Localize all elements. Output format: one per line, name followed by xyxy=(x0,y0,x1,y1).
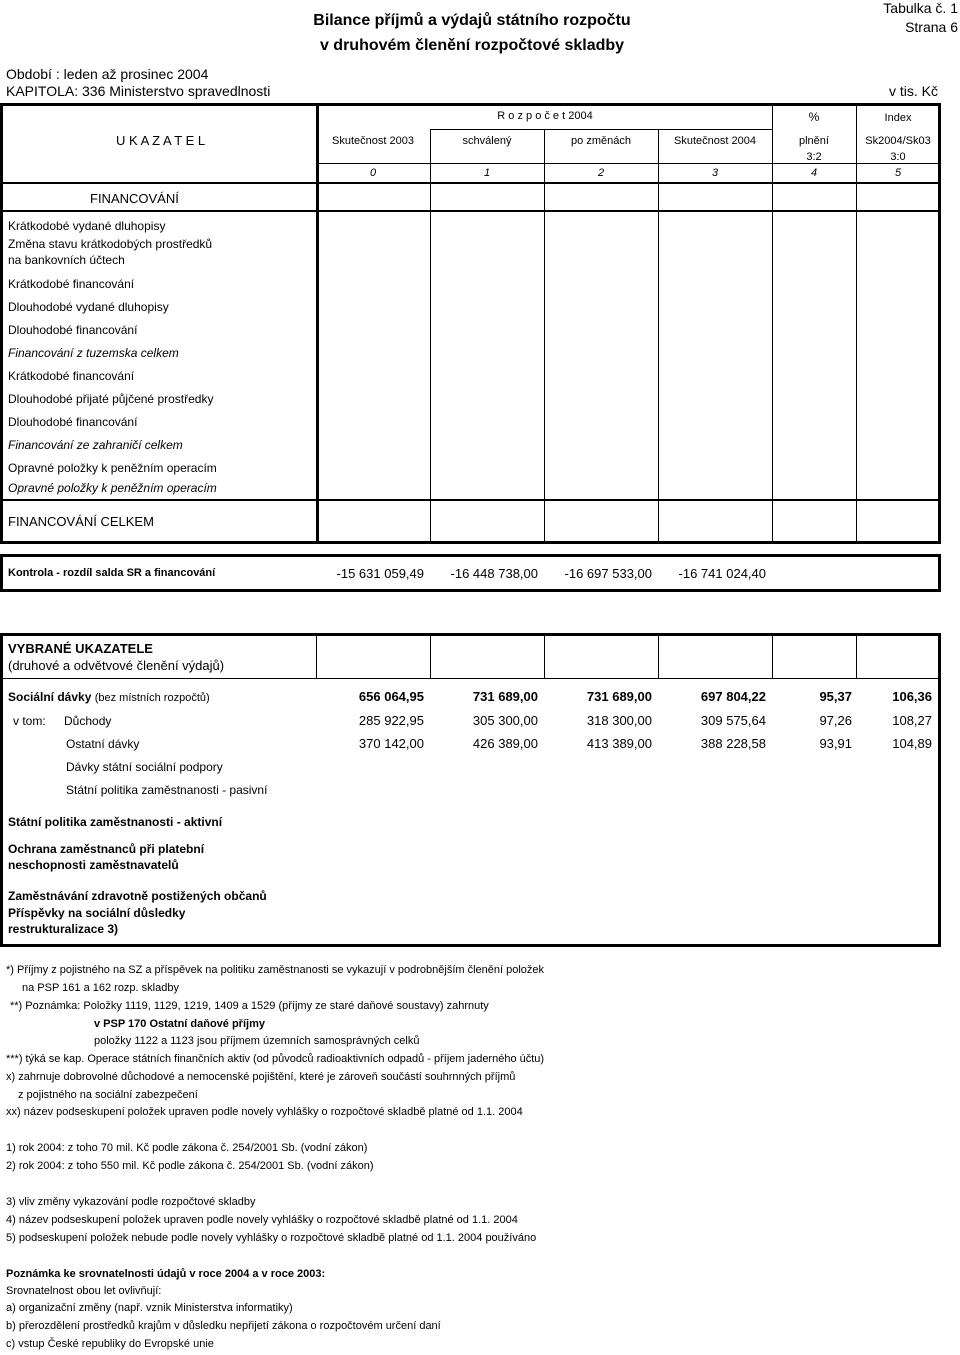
ostatni-value: 388 228,58 xyxy=(700,736,766,751)
socialni-value: 697 804,22 xyxy=(700,689,766,704)
kontrola-label: Kontrola - rozdíl salda SR a financování xyxy=(8,567,216,579)
ostatni-label: Ostatní dávky xyxy=(66,737,140,751)
fin-row: Dlouhodobé financování xyxy=(8,415,138,429)
financovani-celkem: FINANCOVÁNÍ CELKEM xyxy=(8,514,154,529)
vtom-label: v tom: xyxy=(13,714,46,728)
kontrola-value: -16 741 024,40 xyxy=(678,566,766,581)
table-number: Tabulka č. 1 xyxy=(883,0,958,16)
schvaleny-header: schválený xyxy=(462,135,512,147)
footnote: v PSP 170 Ostatní daňové příjmy xyxy=(94,1018,265,1030)
footnote: položky 1122 a 1123 jsou příjmem územních samosprávných celků xyxy=(94,1035,420,1047)
ratio-3-2: 3:2 xyxy=(806,151,822,163)
ostatni-value: 413 389,00 xyxy=(586,736,652,751)
fin-row: Krátkodobé financování xyxy=(8,369,135,383)
duchody-value: 108,27 xyxy=(892,713,932,728)
fin-row-subtotal: Financování ze zahraničí celkem xyxy=(8,438,183,452)
footnote: x) zahrnuje dobrovolné důchodové a nemocenské pojištění, které je zároveň součástí souhrnných příjmů xyxy=(6,1071,516,1083)
fin-row: na bankovních účtech xyxy=(8,253,125,267)
socialni-value: 95,37 xyxy=(819,689,852,704)
footnote: z pojistného na sociální zabezpečení xyxy=(18,1089,198,1101)
vybrane-subtitle: (druhové a odvětvové členění výdajů) xyxy=(8,658,225,673)
kontrola-value: -16 697 533,00 xyxy=(564,566,652,581)
fin-row: Krátkodobé financování xyxy=(8,277,135,291)
pozmenach-header: po změnách xyxy=(571,135,631,147)
kontrola-value: -16 448 738,00 xyxy=(450,566,538,581)
socialni-value: 106,36 xyxy=(892,689,932,704)
skut2004-header: Skutečnost 2004 xyxy=(674,135,756,147)
socialni-label: Sociální dávky xyxy=(8,690,92,704)
duchody-label: Důchody xyxy=(64,714,112,728)
duchody-value: 318 300,00 xyxy=(586,713,652,728)
prispevky-label-2: restrukturalizace 3) xyxy=(8,922,119,936)
index-header: Index xyxy=(884,112,912,124)
prispevky-label-1: Příspěvky na sociální důsledky xyxy=(8,906,186,920)
fin-row-subtotal: Opravné položky k peněžním operacím xyxy=(8,481,217,495)
ostatni-value: 426 389,00 xyxy=(472,736,538,751)
zamestnavani-label: Zaměstnávání zdravotně postižených občanů xyxy=(8,889,267,903)
percent-header: % xyxy=(808,110,820,124)
ratio-3-0: 3:0 xyxy=(890,151,906,163)
ochrana-label-2: neschopnosti zaměstnavatelů xyxy=(8,858,179,872)
sk-header: Sk2004/Sk03 xyxy=(865,135,931,147)
footnote: 1) rok 2004: z toho 70 mil. Kč podle zákona č. 254/2001 Sb. (vodní zákon) xyxy=(6,1142,368,1154)
footnote: 2) rok 2004: z toho 550 mil. Kč podle zákona č. 254/2001 Sb. (vodní zákon) xyxy=(6,1160,374,1172)
ostatni-value: 93,91 xyxy=(819,736,852,751)
footnote: xx) název podseskupení položek upraven podle novely vyhlášky o rozpočtové skladbě platné od 1.1. 2004 xyxy=(6,1106,523,1118)
note-line: c) vstup České republiky do Evropské unie xyxy=(6,1338,214,1350)
socialni-value: 731 689,00 xyxy=(472,689,538,704)
fin-row: Krátkodobé vydané dluhopisy xyxy=(8,219,166,233)
ostatni-value: 370 142,00 xyxy=(358,736,424,751)
note-line: b) přerozdělení prostředků krajům v důsledku nepřijetí zákona o rozpočtovém určení daní xyxy=(6,1320,441,1332)
report-title: Bilance příjmů a výdajů státního rozpočtu xyxy=(313,12,631,29)
footnote: 4) název podseskupení položek upraven podle novely vyhlášky o rozpočtové skladbě platné od 1.1. 2004 xyxy=(6,1214,518,1226)
col-no-5: 5 xyxy=(894,167,902,179)
socialni-value: 656 064,95 xyxy=(358,689,424,704)
fin-row: Změna stavu krátkodobých prostředků xyxy=(8,237,213,251)
aktivni-label: Státní politika zaměstnanosti - aktivní xyxy=(8,815,223,829)
footnote: na PSP 161 a 162 rozp. skladby xyxy=(22,982,179,994)
footnote: 5) podseskupení položek nebude podle novely vyhlášky o rozpočtové skladbě platné od 1.1. 2004 používáno xyxy=(6,1232,537,1244)
note-title: Poznámka ke srovnatelnosti údajů v roce 2004 a v roce 2003: xyxy=(6,1268,326,1280)
socialni-note: (bez místních rozpočtů) xyxy=(94,692,210,704)
duchody-value: 305 300,00 xyxy=(472,713,538,728)
footnote: *) Příjmy z pojistného na SZ a příspěvek na politiku zaměstnanosti se vykazují v podrobnějším členění položek xyxy=(6,964,545,976)
units: v tis. Kč xyxy=(888,83,938,99)
pasivni-label: Státní politika zaměstnanosti - pasivní xyxy=(66,783,268,797)
rozpocet-header: R o z p o č e t 2004 xyxy=(497,110,593,122)
socialni-value: 731 689,00 xyxy=(586,689,652,704)
col-no-3: 3 xyxy=(711,167,719,179)
fin-row: Dlouhodobé vydané dluhopisy xyxy=(8,300,169,314)
duchody-value: 309 575,64 xyxy=(700,713,766,728)
fin-row-subtotal: Financování z tuzemska celkem xyxy=(8,346,179,360)
ochrana-label-1: Ochrana zaměstnanců při platební xyxy=(8,842,205,856)
fin-row: Opravné položky k peněžním operacím xyxy=(8,461,217,475)
footnote: **) Poznámka: Položky 1119, 1129, 1219, 1409 a 1529 (příjmy ze staré daňové soustavy) zahrnuty xyxy=(10,1000,489,1012)
ukazatel-header: U K A Z A T E L xyxy=(116,133,206,148)
kapitola: KAPITOLA: 336 Ministerstvo spravedlnosti xyxy=(6,83,271,99)
note-line: a) organizační změny (např. vznik Ministerstva informatiky) xyxy=(6,1302,293,1314)
ostatni-value: 104,89 xyxy=(892,736,932,751)
duchody-value: 285 922,95 xyxy=(358,713,424,728)
col-no-2: 2 xyxy=(597,167,605,179)
davky-ssp-label: Dávky státní sociální podpory xyxy=(66,760,223,774)
skut2003-header: Skutečnost 2003 xyxy=(332,135,414,147)
vybrane-title: VYBRANÉ UKAZATELE xyxy=(8,641,153,656)
report-subtitle: v druhovém členění rozpočtové skladby xyxy=(319,37,625,54)
financovani-heading: FINANCOVÁNÍ xyxy=(90,191,179,206)
page-number: Strana 6 xyxy=(905,19,958,35)
col-no-0: 0 xyxy=(369,167,377,179)
fin-row: Dlouhodobé financování xyxy=(8,323,138,337)
footnote: ***) týká se kap. Operace státních finančních aktiv (od původců radioaktivních odpadů - příjem jaderného účtu) xyxy=(6,1053,545,1065)
period: Období : leden až prosinec 2004 xyxy=(6,66,209,82)
note-line: Srovnatelnost obou let ovlivňují: xyxy=(6,1285,162,1297)
col-no-4: 4 xyxy=(810,167,818,179)
fin-row: Dlouhodobé přijaté půjčené prostředky xyxy=(8,392,214,406)
kontrola-value: -15 631 059,49 xyxy=(336,566,424,581)
socialni-row-label xyxy=(8,690,210,704)
plneni-header: plnění xyxy=(799,135,829,147)
footnote: 3) vliv změny vykazování podle rozpočtové skladby xyxy=(6,1196,256,1208)
col-no-1: 1 xyxy=(483,167,491,179)
duchody-value: 97,26 xyxy=(819,713,852,728)
